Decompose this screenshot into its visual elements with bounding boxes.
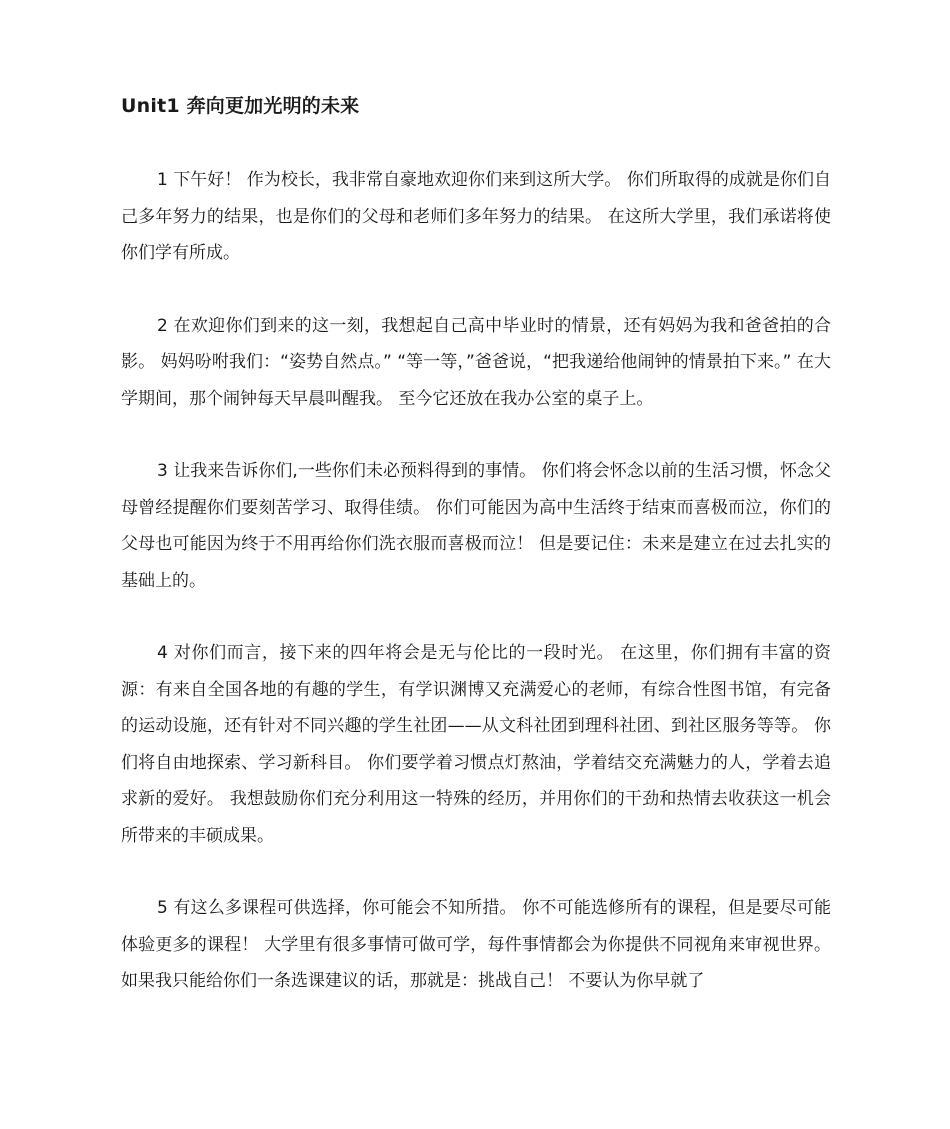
paragraph-5: 5 有这么多课程可供选择，你可能会不知所措。 你不可能选修所有的课程，但是要尽可能体验更多的课程！ 大学里有很多事情可做可学，每件事情都会为你提供不同视角来审视世界。 如果我只能给你们一条选课建议的话，那就是：挑战自己！ 不要认为你早就了 [121, 898, 831, 991]
document-page [121, 92, 831, 1036]
paragraph-2: 2 在欢迎你们到来的这一刻，我想起自己高中毕业时的情景，还有妈妈为我和爸爸拍的合影。 妈妈吩咐我们：“姿势自然点。” “等一等，”爸爸说，“把我递给他闹钟的情景拍下来。” 在大学期间，那个闹钟每天早晨叫醒我。 至今它还放在我办公室的桌子上。 [121, 315, 831, 409]
document-title: Unit1 奔向更加光明的未来 [121, 95, 360, 117]
paragraph-1: 1 下午好！ 作为校长，我非常自豪地欢迎你们来到这所大学。 你们所取得的成就是你们自己多年努力的结果，也是你们的父母和老师们多年努力的结果。 在这所大学里，我们承诺将使你们学有所成。 [121, 170, 831, 263]
paragraph-3: 3 让我来告诉你们,一些你们未必预料得到的事情。 你们将会怀念以前的生活习惯，怀念父母曾经提醒你们要刻苦学习、取得佳绩。 你们可能因为高中生活终于结束而喜极而泣，你们的父母也可能因为终于不用再给你们洗衣服而喜极而泣！ 但是要记住：未来是建立在过去扎实的基础上的。 [121, 461, 831, 591]
paragraph-4: 4 对你们而言，接下来的四年将会是无与伦比的一段时光。 在这里，你们拥有丰富的资源：有来自全国各地的有趣的学生，有学识渊博又充满爱心的老师，有综合性图书馆，有完备的运动设施，还有针对不同兴趣的学生社团——从文科社团到理科社团、到社区服务等等。 你们将自由地探索、学习新科目。 你们要学着习惯点灯熬油，学着结交充满魅力的人，学着去追求新的爱好。 我想鼓励你们充分利用这一特殊的经历，并用你们的干劲和热情去收获这一机会所带来的丰硕成果。 [121, 643, 831, 846]
